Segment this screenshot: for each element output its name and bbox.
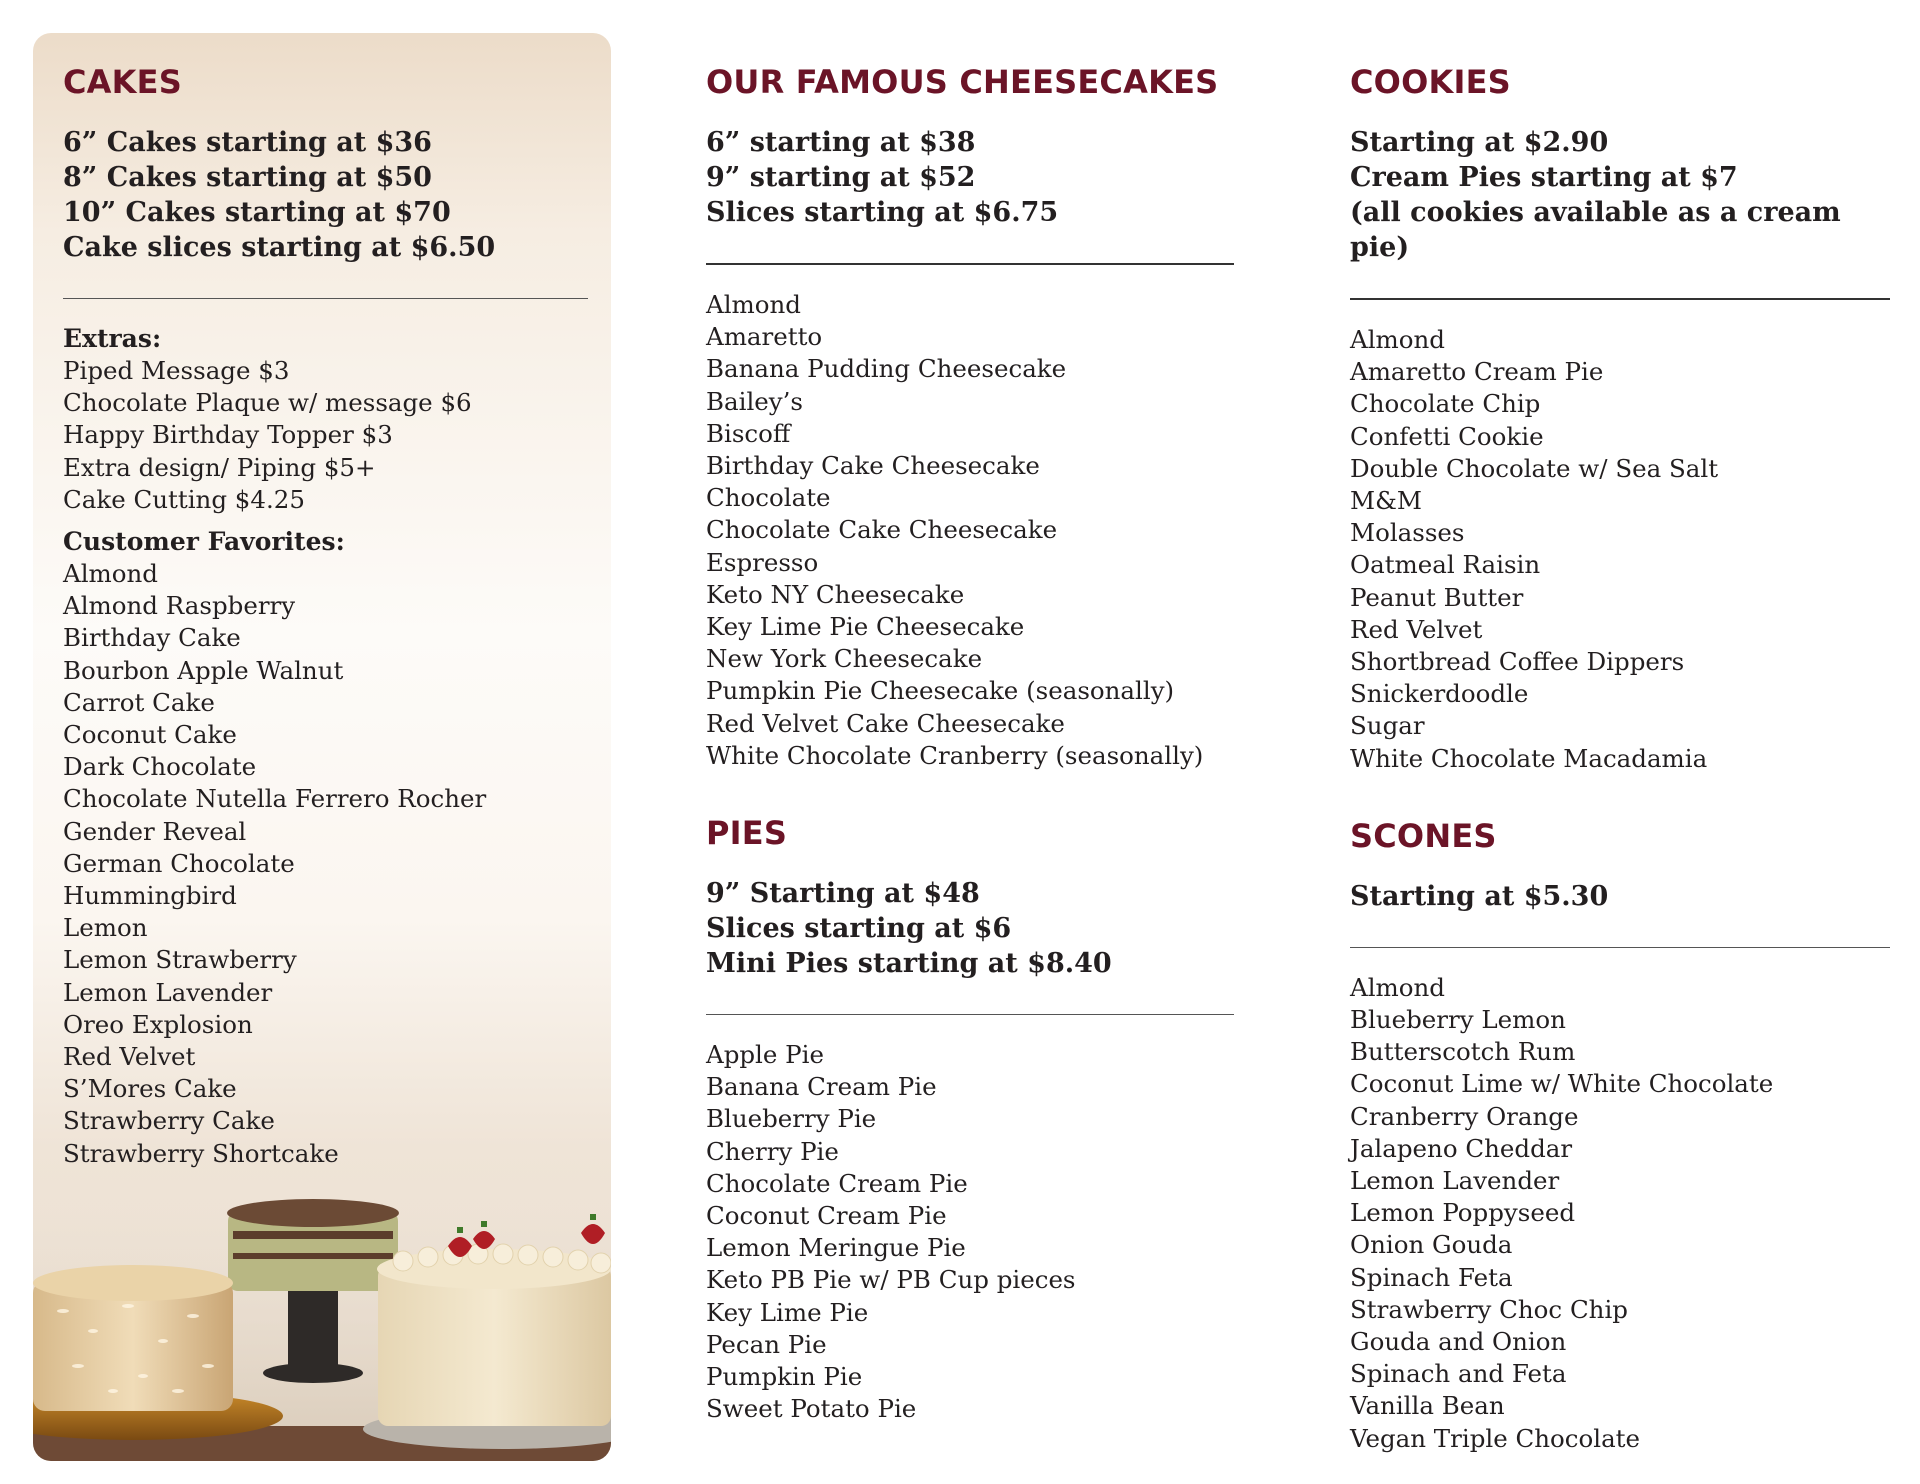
- list-item: Coconut Cream Pie: [706, 1201, 947, 1231]
- list-item: Strawberry Shortcake: [63, 1138, 339, 1168]
- cookies-column: [1350, 63, 1890, 1455]
- favorites-list: [63, 558, 588, 1170]
- list-item: Sugar: [1350, 711, 1425, 741]
- list-item: Amaretto Cream Pie: [1350, 357, 1604, 387]
- scones-list: [1350, 972, 1890, 1455]
- pies-prices: [706, 876, 1234, 981]
- list-item: Bourbon Apple Walnut: [63, 655, 344, 685]
- list-item: Almond: [706, 290, 801, 319]
- list-item: Chocolate Cake Cheesecake: [706, 515, 1058, 545]
- list-item: Molasses: [1350, 518, 1465, 548]
- cheesecakes-list: [706, 289, 1234, 772]
- list-item: Espresso: [706, 547, 819, 577]
- pies-heading: PIES: [706, 814, 788, 853]
- list-item: White Chocolate Macadamia: [1350, 743, 1708, 773]
- list-item: Lemon Lavender: [1350, 1166, 1560, 1196]
- list-item: Extra design/ Piping $5+: [63, 452, 376, 482]
- list-item: Strawberry Cake: [63, 1106, 275, 1136]
- list-item: Chocolate Plaque w/ message $6: [63, 388, 472, 418]
- list-item: Almond: [1350, 325, 1445, 354]
- list-item: Lemon Meringue Pie: [706, 1233, 966, 1263]
- list-item: White Chocolate Cranberry (seasonally): [706, 740, 1204, 770]
- cookies-heading: COOKIES: [1350, 63, 1511, 101]
- list-item: Slices starting at $6: [706, 913, 1012, 945]
- cheesecakes-prices: [706, 125, 1234, 230]
- extras-list: [63, 355, 588, 516]
- list-item: Chocolate Chip: [1350, 389, 1541, 419]
- list-item: Almond: [63, 559, 158, 589]
- list-item: Piped Message $3: [63, 356, 290, 385]
- list-item: Apple Pie: [706, 1040, 825, 1070]
- list-item: 10” Cakes starting at $70: [63, 197, 451, 228]
- list-item: Lemon Strawberry: [63, 945, 297, 975]
- list-item: New York Cheesecake: [706, 644, 983, 674]
- list-item: Hummingbird: [63, 881, 237, 911]
- list-item: Cranberry Orange: [1350, 1101, 1579, 1131]
- list-item: Biscoff: [706, 418, 791, 448]
- list-item: S’Mores Cake: [63, 1074, 237, 1104]
- list-item: 9” Starting at $48: [706, 878, 980, 910]
- list-item: Cream Pies starting at $7: [1350, 162, 1738, 193]
- list-item: (all cookies available as a cream pie): [1350, 197, 1841, 263]
- cakes-photo: [33, 1191, 611, 1461]
- list-item: Gouda and Onion: [1350, 1327, 1567, 1357]
- list-item: Red Velvet: [63, 1042, 196, 1072]
- list-item: Cherry Pie: [706, 1136, 839, 1166]
- divider: [1350, 947, 1890, 948]
- list-item: Chocolate Nutella Ferrero Rocher: [63, 784, 487, 814]
- list-item: Keto NY Cheesecake: [706, 579, 965, 609]
- list-item: Starting at $5.30: [1350, 880, 1609, 912]
- divider: [1350, 298, 1890, 300]
- list-item: Slices starting at $6.75: [706, 197, 1059, 228]
- list-item: German Chocolate: [63, 848, 295, 878]
- cheesecakes-column: [706, 63, 1234, 1425]
- list-item: Carrot Cake: [63, 687, 215, 717]
- cakes-heading: CAKES: [63, 63, 182, 101]
- list-item: Jalapeno Cheddar: [1350, 1133, 1573, 1163]
- list-item: Red Velvet Cake Cheesecake: [706, 708, 1065, 738]
- cheesecakes-heading: OUR FAMOUS CHEESECAKES: [706, 63, 1219, 101]
- list-item: Lemon: [63, 913, 148, 943]
- list-item: Pumpkin Pie: [706, 1362, 863, 1392]
- list-item: Oreo Explosion: [63, 1009, 253, 1039]
- list-item: Pecan Pie: [706, 1329, 827, 1359]
- list-item: 9” starting at $52: [706, 162, 976, 193]
- list-item: Pumpkin Pie Cheesecake (seasonally): [706, 676, 1175, 706]
- favorites-heading: Customer Favorites:: [63, 527, 345, 557]
- list-item: Double Chocolate w/ Sea Salt: [1350, 453, 1719, 483]
- list-item: Banana Pudding Cheesecake: [706, 354, 1067, 384]
- divider: [63, 298, 588, 299]
- list-item: Starting at $2.90: [1350, 127, 1609, 158]
- list-item: M&M: [1350, 486, 1422, 516]
- list-item: Amaretto: [706, 322, 823, 352]
- list-item: Butterscotch Rum: [1350, 1037, 1576, 1067]
- list-item: 6” starting at $38: [706, 127, 976, 158]
- list-item: Happy Birthday Topper $3: [63, 420, 393, 450]
- list-item: Banana Cream Pie: [706, 1072, 937, 1102]
- list-item: Sweet Potato Pie: [706, 1394, 917, 1424]
- list-item: Red Velvet: [1350, 614, 1483, 644]
- cookies-prices: [1350, 125, 1890, 265]
- list-item: Spinach Feta: [1350, 1262, 1513, 1292]
- list-item: Coconut Cake: [63, 720, 237, 750]
- list-item: Blueberry Lemon: [1350, 1005, 1566, 1035]
- list-item: Birthday Cake Cheesecake: [706, 451, 1040, 481]
- list-item: Onion Gouda: [1350, 1230, 1513, 1260]
- list-item: Vegan Triple Chocolate: [1350, 1423, 1641, 1453]
- divider: [706, 1014, 1234, 1015]
- list-item: Dark Chocolate: [63, 752, 257, 782]
- cakes-prices: [63, 125, 588, 265]
- pies-list: [706, 1039, 1234, 1425]
- list-item: Snickerdoodle: [1350, 679, 1529, 709]
- list-item: Chocolate: [706, 483, 831, 513]
- list-item: Lemon Lavender: [63, 977, 273, 1007]
- list-item: Lemon Poppyseed: [1350, 1198, 1576, 1228]
- list-item: Cake slices starting at $6.50: [63, 232, 496, 263]
- list-item: Coconut Lime w/ White Chocolate: [1350, 1069, 1774, 1099]
- list-item: Strawberry Choc Chip: [1350, 1294, 1628, 1324]
- extras-heading: Extras:: [63, 324, 162, 353]
- list-item: Peanut Butter: [1350, 582, 1524, 612]
- list-item: Blueberry Pie: [706, 1104, 877, 1134]
- list-item: Keto PB Pie w/ PB Cup pieces: [706, 1265, 1076, 1295]
- list-item: Bailey’s: [706, 386, 803, 416]
- list-item: Almond Raspberry: [63, 591, 296, 621]
- list-item: Mini Pies starting at $8.40: [706, 948, 1112, 980]
- divider: [706, 263, 1234, 265]
- list-item: Confetti Cookie: [1350, 421, 1544, 451]
- list-item: 6” Cakes starting at $36: [63, 127, 432, 158]
- list-item: Shortbread Coffee Dippers: [1350, 647, 1685, 677]
- list-item: Gender Reveal: [63, 816, 247, 846]
- list-item: Oatmeal Raisin: [1350, 550, 1541, 580]
- cookies-list: [1350, 324, 1890, 775]
- scones-heading: SCONES: [1350, 816, 1497, 855]
- list-item: Key Lime Pie Cheesecake: [706, 612, 1025, 642]
- list-item: Chocolate Cream Pie: [706, 1168, 968, 1198]
- list-item: Almond: [1350, 972, 1445, 1002]
- cakes-panel: [33, 33, 611, 1461]
- list-item: Vanilla Bean: [1350, 1391, 1505, 1421]
- scones-prices: [1350, 879, 1890, 914]
- list-item: Key Lime Pie: [706, 1297, 869, 1327]
- list-item: Cake Cutting $4.25: [63, 484, 305, 514]
- list-item: Spinach and Feta: [1350, 1359, 1567, 1389]
- list-item: 8” Cakes starting at $50: [63, 162, 432, 193]
- list-item: Birthday Cake: [63, 623, 241, 653]
